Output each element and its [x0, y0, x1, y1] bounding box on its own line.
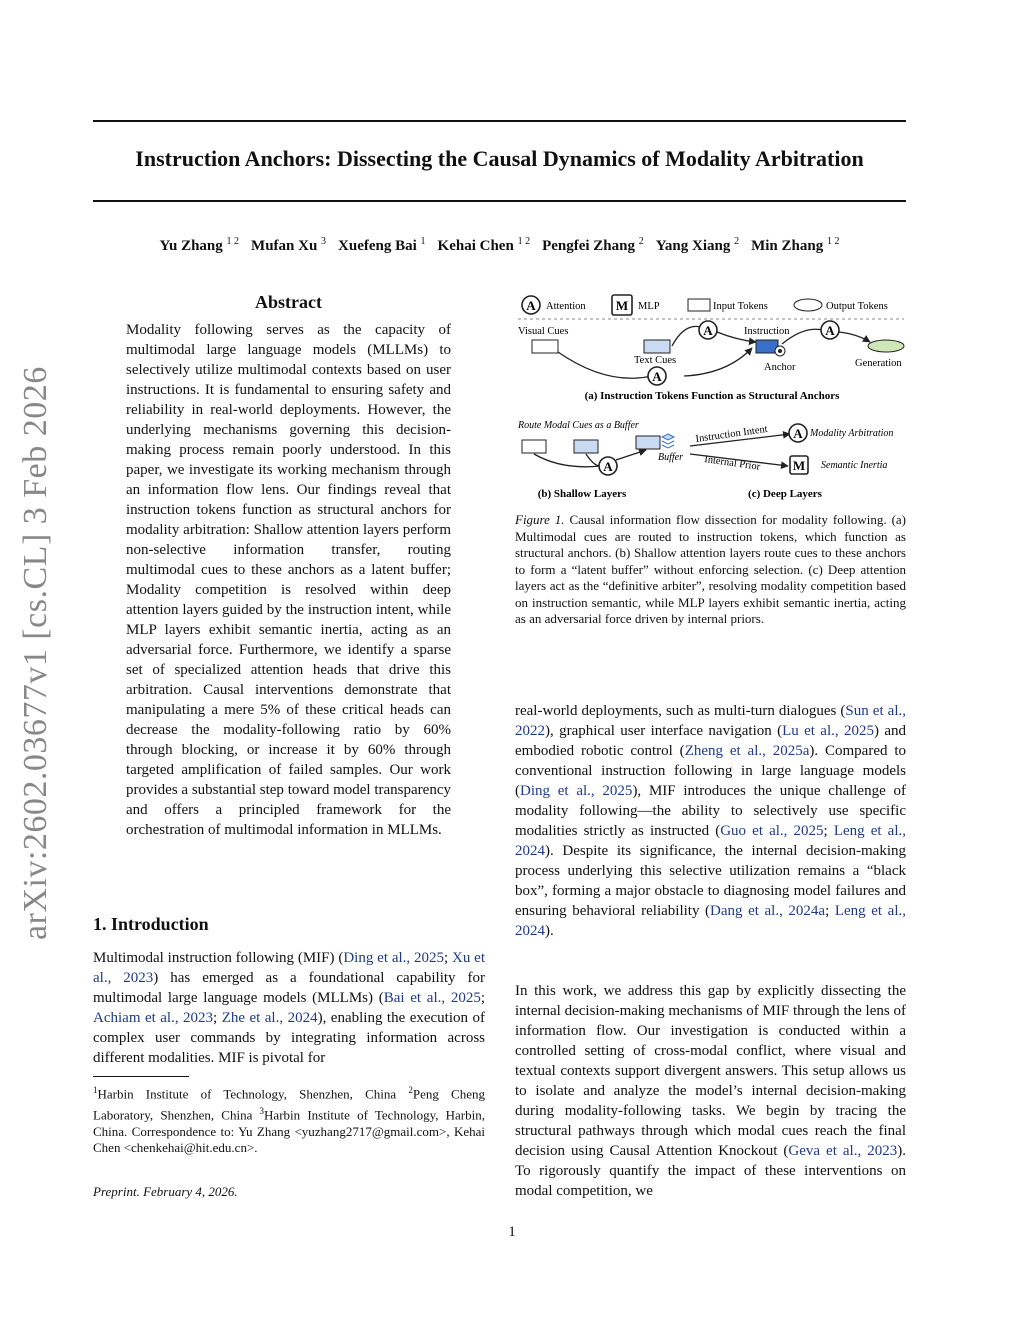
attention-icon: A — [603, 459, 613, 474]
panel-b-route-label: Route Modal Cues as a Buffer — [518, 420, 639, 431]
anchor-target-center — [778, 349, 782, 353]
panel-c-modality-arbitration-label: Modality Arbitration — [810, 428, 894, 439]
author-4 — [438, 238, 531, 254]
footnote-marker-2: 2 — [408, 1085, 413, 1095]
citation-link[interactable]: Leng et al., 2024 — [515, 903, 906, 939]
author-affiliation-marker: 1 2 — [226, 236, 240, 247]
legend-attention-label: Attention — [546, 301, 586, 312]
panel-a-caption: (a) Instruction Tokens Function as Structural Anchors — [584, 390, 840, 402]
citation-link[interactable]: Guo et al., 2025 — [720, 823, 824, 839]
panel-a-instruction-label: Instruction — [744, 326, 790, 337]
figure-caption-text: Causal information flow dissection for modality following. (a) Multimodal cues are routed to instruction tokens, which function as structural anchors. (b) Shallow attention layers route cues to these anchors to form a “latent buffer” without enforcing selection. (c) Deep attention layers act as the “definitive arbiter”, resolving modality competition based on instruction semantic, while MLP layers exhibit semantic inertia, acting as an adversarial force driven by internal priors. — [515, 512, 906, 626]
abstract-heading: Abstract — [255, 292, 322, 312]
abstract-text: Modality following serves as the capacity of multimodal large language models (MLLMs) to selectively utilize multimodal contexts based on user instructions. It is fundamental to ensuring safety and reliability in real-world deployments. However, the underlying mechanisms governing this decision-making process remain poorly understood. In this paper, we investigate its working mechanism through an information flow lens. Our findings reveal that instruction tokens function as structural anchors for modality arbitration: Shallow attention layers perform non-selective information transfer, routing multimodal cues to these anchors as a latent buffer; Modality competition is resolved within deep attention layers guided by the instruction intent, while MLP layers exhibit semantic inertia, acting as an adversarial force. Furthermore, we identify a sparse set of specialized attention heads that drive this arbitration. Causal interventions demonstrate that manipulating a mere 5% of these critical heads can decrease the modality-following ratio by 60% through blocking, or increase it by 60% through targeted amplification of failed samples. Our work provides a substantial step toward model transparency and offers a principled framework for the orchestration of multimodal information in MLLMs. — [126, 322, 451, 838]
paragraph-text: ), MIF introduces the unique challenge of modality following—the ability to selectively use specific modalities strictly as instructed ( — [515, 783, 907, 839]
attention-icon: A — [793, 426, 803, 441]
panel-c-semantic-inertia-label: Semantic Inertia — [821, 460, 888, 471]
panel-b-visual-token — [522, 440, 546, 453]
intro-paragraph-1 — [93, 948, 485, 1068]
arxiv-identifier: arXiv:2602.03677v1 [cs.CL] 3 Feb 2026 — [17, 366, 54, 940]
citation-link[interactable]: Zheng et al., 2025a — [684, 743, 810, 759]
affiliation-footnote — [93, 1082, 485, 1157]
panel-a-generation-label: Generation — [855, 358, 902, 369]
author-2 — [251, 238, 326, 254]
author-name: Xuefeng Bai — [338, 238, 417, 254]
footnote-affiliation-2: Peng Cheng Laboratory, Shenzhen, China — [93, 1086, 485, 1123]
author-affiliation-marker: 2 — [734, 236, 740, 247]
attention-icon: A — [825, 323, 835, 338]
attention3-to-generation-path — [839, 332, 870, 342]
citation-link[interactable]: Ding et al., 2025 — [343, 950, 444, 966]
panel-c-caption: (c) Deep Layers — [748, 488, 822, 500]
paragraph-text: ). Compared to conventional instruction following in large language models ( — [515, 743, 906, 799]
legend-mlp-label: MLP — [638, 301, 660, 312]
paper-title: Instruction Anchors: Dissecting the Causal Dynamics of Modality Arbitration — [135, 146, 864, 171]
figure-1-diagram — [512, 290, 912, 505]
citation-link[interactable]: Bai et al., 2025 — [383, 990, 481, 1006]
paragraph-text: ) and embodied robotic control ( — [515, 723, 906, 759]
buffer-stack-icon — [662, 434, 674, 448]
figure-1-caption — [515, 512, 906, 628]
mlp-icon: M — [615, 298, 629, 313]
panel-b-caption: (b) Shallow Layers — [537, 488, 627, 500]
panel-c-instruction-intent-label: Instruction Intent — [694, 423, 769, 445]
paragraph-text: ) has emerged as a foundational capability for multimodal large language models (MLLMs) ( — [93, 970, 485, 1006]
citation-link[interactable]: Lu et al., 2025 — [782, 723, 874, 739]
visual-cues-token — [532, 340, 558, 353]
intro-paragraph-1-continued — [515, 701, 906, 941]
footnote-marker-3: 3 — [259, 1105, 265, 1116]
footnote-marker-1: 1 — [93, 1085, 98, 1095]
panel-c-internal-prior-label: Internal Prior — [703, 454, 761, 473]
legend-input-tokens — [688, 299, 768, 312]
title-bottom-rule — [93, 200, 906, 202]
text-cues-token — [644, 340, 670, 353]
paragraph-text: ; — [213, 1010, 222, 1026]
author-name: Mufan Xu — [251, 238, 318, 254]
legend-attention — [522, 296, 586, 314]
page-number: 1 — [508, 1224, 516, 1240]
attention-icon: A — [703, 323, 713, 338]
intro-paragraph-2 — [515, 981, 906, 1201]
author-6 — [656, 238, 739, 254]
author-affiliation-marker: 1 — [420, 236, 426, 247]
author-name: Pengfei Zhang — [542, 238, 635, 254]
paragraph-text: In this work, we address this gap by explicitly dissecting the internal decision-making mechanisms of MIF through the lens of information flow. Our investigation is conducted within a controlled setting of cross-modal conflict, where visual and textual contexts support divergent answers. This setup allows us to isolate and analyze the model’s internal decision-making during modality-following tasks. We begin by tracing the structural pathways through which modal cues reach the final decision using Causal Attention Knockout ( — [515, 983, 906, 1159]
panel-b-route-path-2 — [586, 454, 600, 466]
panel-b-buffer-label: Buffer — [658, 452, 683, 463]
preprint-note: Preprint. February 4, 2026. — [93, 1184, 238, 1199]
author-5 — [542, 238, 644, 254]
title-top-rule — [93, 120, 906, 122]
author-name: Kehai Chen — [437, 238, 514, 254]
paragraph-text: ; — [443, 950, 452, 966]
panel-b-text-token — [574, 440, 598, 453]
attention-icon: A — [526, 298, 536, 313]
author-name: Min Zhang — [751, 238, 824, 254]
attention-icon: A — [652, 369, 662, 384]
panel-a-visual-cues-label: Visual Cues — [518, 326, 569, 337]
panel-a-anchor-label: Anchor — [764, 362, 796, 373]
paragraph-text: ; — [825, 903, 835, 919]
paragraph-text: ). To rigorously quantify the impact of these interventions on modal competition, we — [515, 1143, 906, 1199]
legend-input-label: Input Tokens — [713, 301, 768, 312]
paragraph-text: ; — [823, 823, 834, 839]
footnote-affiliation-1: Harbin Institute of Technology, Shenzhen, China — [97, 1086, 409, 1102]
author-7 — [751, 238, 839, 254]
author-affiliation-marker: 3 — [321, 236, 327, 247]
author-1 — [160, 238, 240, 254]
paragraph-text: ), enabling the execution of complex user commands by integrating information across different modalities. MIF is pivotal for — [93, 1010, 485, 1066]
citation-link[interactable]: Achiam et al., 2023 — [93, 1010, 214, 1026]
paragraph-text: real-world deployments, such as multi-turn dialogues ( — [515, 703, 846, 719]
author-affiliation-marker: 1 2 — [517, 236, 531, 247]
panel-a-text-cues-label: Text Cues — [634, 355, 677, 366]
generation-token — [868, 340, 904, 352]
paragraph-text: ). Despite its significance, the internal decision-making process underlying this selective utilization remains a “black box”, forming a major obstacle to diagnosing model failures and ensuring behavioral reliability ( — [515, 843, 906, 919]
paragraph-text: Multimodal instruction following (MIF) ( — [93, 950, 344, 966]
panel-b-to-buffer-path — [616, 450, 646, 460]
citation-link[interactable]: Ding et al., 2025 — [520, 783, 633, 799]
mlp-icon: M — [792, 458, 806, 473]
footnote-rule — [93, 1076, 189, 1077]
section-heading-introduction: 1. Introduction — [93, 914, 209, 934]
author-name: Yu Zhang — [159, 238, 223, 254]
paragraph-text: ). — [545, 923, 554, 939]
legend-mlp — [612, 295, 660, 315]
citation-link[interactable]: Dang et al., 2024a — [710, 903, 826, 919]
author-3 — [338, 238, 426, 254]
citation-link[interactable]: Xu et al., 2023 — [93, 950, 485, 986]
figure-label: Figure 1. — [515, 512, 565, 527]
paragraph-text: ; — [480, 990, 485, 1006]
paragraph-text: ), graphical user interface navigation ( — [545, 723, 783, 739]
author-list — [93, 236, 906, 255]
citation-link[interactable]: Sun et al., 2022 — [515, 703, 906, 739]
author-affiliation-marker: 1 2 — [826, 236, 840, 247]
footnote-affiliation-3: Harbin Institute of Technology, Harbin, China. Correspondence to: Yu Zhang <yuzhang2717@gmail.com>, Kehai Chen <chenkehai@hit.edu.cn>. — [93, 1107, 485, 1156]
legend-output-tokens — [794, 299, 888, 312]
attention-to-anchor-path — [684, 348, 752, 376]
author-affiliation-marker: 2 — [638, 236, 644, 247]
author-name: Yang Xiang — [655, 238, 731, 254]
citation-link[interactable]: Leng et al., 2024 — [515, 823, 906, 859]
citation-link[interactable]: Zhe et al., 2024 — [221, 1010, 318, 1026]
panel-b-instruction-token — [636, 436, 660, 449]
legend-output-label: Output Tokens — [826, 301, 888, 312]
citation-link[interactable]: Geva et al., 2023 — [788, 1143, 898, 1159]
